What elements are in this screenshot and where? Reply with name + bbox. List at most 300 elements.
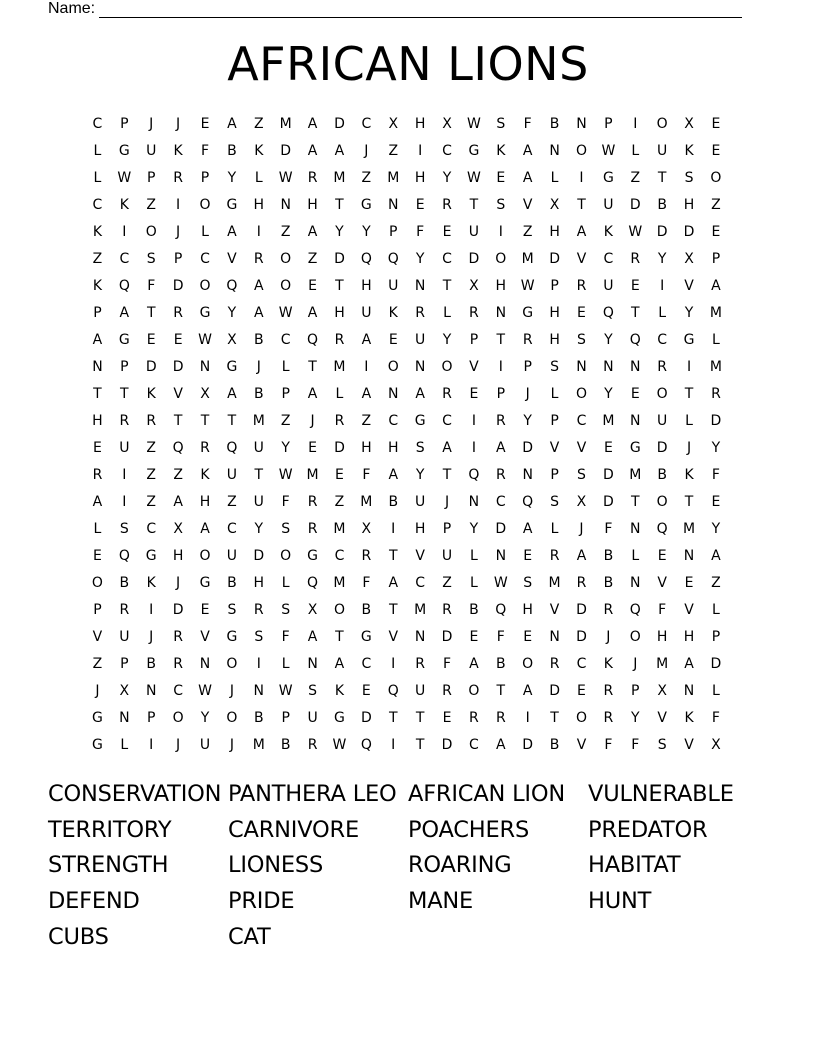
grid-letter: E <box>711 224 721 240</box>
grid-letter: F <box>281 494 290 510</box>
grid-letter: O <box>91 575 103 591</box>
grid-letter: V <box>227 251 237 267</box>
grid-letter: X <box>711 737 721 753</box>
grid-letter: W <box>520 278 535 294</box>
grid-letter: R <box>576 575 587 591</box>
grid-letter: R <box>173 656 183 672</box>
word-list-item: DEFEND <box>48 888 140 915</box>
grid-letter: S <box>577 467 586 483</box>
grid-letter: A <box>711 278 721 294</box>
grid-letter: H <box>361 278 372 294</box>
grid-letter: F <box>523 116 532 132</box>
grid-letter: D <box>576 602 587 618</box>
grid-letter: C <box>576 656 587 672</box>
word-list-item: STRENGTH <box>48 852 169 879</box>
grid-letter: I <box>525 710 530 726</box>
grid-letter: P <box>147 170 156 186</box>
grid-letter: H <box>683 197 695 213</box>
grid-letter: C <box>361 656 372 672</box>
grid-letter: P <box>389 224 398 240</box>
grid-letter: P <box>173 251 183 267</box>
grid-letter: T <box>200 413 210 429</box>
grid-letter: M <box>333 521 346 537</box>
grid-letter: Y <box>684 305 694 321</box>
word-list-item: PANTHERA LEO <box>228 781 397 807</box>
grid-letter: S <box>227 602 237 618</box>
grid-letter: B <box>549 116 560 132</box>
grid-letter: G <box>92 737 103 753</box>
grid-letter: K <box>603 224 613 240</box>
grid-letter: U <box>307 710 318 726</box>
grid-letter: Y <box>254 521 264 537</box>
grid-letter: H <box>522 602 533 618</box>
grid-letter: S <box>415 440 425 456</box>
grid-letter: N <box>549 143 560 159</box>
grid-letter: B <box>361 602 372 618</box>
grid-letter: N <box>630 575 641 591</box>
grid-letter: E <box>496 170 506 186</box>
grid-letter: O <box>226 710 238 726</box>
grid-letter: E <box>308 440 317 456</box>
grid-letter: C <box>657 332 668 348</box>
grid-letter: L <box>550 170 559 186</box>
grid-letter: H <box>253 575 265 591</box>
name-field <box>48 0 742 18</box>
grid-letter: X <box>684 116 694 132</box>
grid-letter: P <box>120 359 129 375</box>
grid-letter: Q <box>226 278 238 294</box>
grid-letter: D <box>656 224 668 240</box>
grid-letter: C <box>442 413 452 429</box>
grid-letter: I <box>579 170 584 186</box>
grid-letter: Q <box>656 521 668 537</box>
grid-letter: C <box>280 332 291 348</box>
word-list-item: PRIDE <box>228 888 295 915</box>
grid-letter: T <box>388 548 398 564</box>
grid-letter: G <box>118 332 130 348</box>
grid-letter: D <box>172 359 184 375</box>
grid-letter: A <box>254 305 264 321</box>
grid-letter: U <box>119 440 130 456</box>
grid-letter: R <box>173 305 183 321</box>
grid-letter: R <box>522 332 533 348</box>
grid-letter: S <box>550 494 560 510</box>
grid-letter: K <box>334 683 345 699</box>
grid-letter: R <box>307 521 318 537</box>
grid-letter: P <box>442 521 452 537</box>
grid-letter: E <box>657 548 667 564</box>
grid-letter: U <box>441 548 453 564</box>
grid-letter: E <box>442 710 452 726</box>
grid-letter: L <box>470 575 478 591</box>
grid-letter: M <box>387 170 400 186</box>
grid-letter: H <box>683 629 695 645</box>
grid-letter: C <box>442 251 452 267</box>
grid-letter: S <box>496 197 506 213</box>
grid-letter: T <box>335 197 344 213</box>
word-list-item: CAT <box>228 923 271 950</box>
grid-letter: J <box>525 386 530 402</box>
grid-letter: M <box>656 656 669 672</box>
grid-letter: G <box>629 440 641 456</box>
grid-letter: V <box>92 629 103 645</box>
grid-letter: Z <box>307 251 318 267</box>
grid-letter: J <box>176 737 181 753</box>
grid-letter: X <box>388 116 399 132</box>
grid-letter: H <box>495 278 507 294</box>
grid-letter: H <box>549 332 560 348</box>
grid-letter: L <box>712 332 720 348</box>
grid-letter: A <box>388 467 399 483</box>
grid-letter: T <box>308 359 317 375</box>
grid-letter: R <box>173 629 183 645</box>
grid-letter: T <box>335 629 344 645</box>
grid-letter: U <box>226 548 238 564</box>
grid-letter: X <box>657 683 667 699</box>
grid-letter: A <box>711 548 721 564</box>
grid-letter: T <box>442 467 452 483</box>
grid-letter: D <box>522 737 534 753</box>
grid-letter: N <box>307 656 318 672</box>
grid-letter: R <box>307 494 318 510</box>
grid-letter: I <box>498 359 503 375</box>
grid-letter: L <box>443 305 451 321</box>
grid-letter: A <box>227 386 237 402</box>
grid-letter: S <box>684 170 694 186</box>
grid-letter: G <box>92 710 103 726</box>
grid-letter: Q <box>360 737 372 753</box>
grid-letter: I <box>686 359 692 375</box>
grid-letter: Y <box>604 386 613 402</box>
grid-letter: R <box>200 440 210 456</box>
grid-letter: R <box>549 548 560 564</box>
grid-letter: P <box>550 467 559 483</box>
grid-letter: T <box>227 413 237 429</box>
word-list-item: TERRITORY <box>48 816 172 843</box>
grid-letter: M <box>333 170 346 186</box>
grid-letter: C <box>92 116 103 132</box>
grid-letter: Z <box>388 143 399 159</box>
grid-letter: O <box>280 278 292 294</box>
grid-letter: Q <box>387 683 399 699</box>
grid-letter: P <box>604 116 613 132</box>
grid-letter: D <box>334 116 345 132</box>
grid-letter: U <box>253 494 264 510</box>
grid-letter: K <box>92 224 103 240</box>
grid-letter: J <box>256 359 261 375</box>
grid-letter: W <box>117 170 132 186</box>
grid-letter: L <box>254 170 263 186</box>
grid-letter: K <box>119 197 129 213</box>
word-list-item: MANE <box>408 888 474 915</box>
grid-letter: H <box>414 116 426 132</box>
grid-letter: P <box>523 359 532 375</box>
grid-letter: A <box>522 683 533 699</box>
grid-letter: G <box>199 575 211 591</box>
grid-letter: P <box>711 629 721 645</box>
grid-letter: E <box>469 386 479 402</box>
word-list-item: ROARING <box>408 852 512 879</box>
grid-letter: N <box>119 710 130 726</box>
grid-letter: B <box>603 575 614 591</box>
grid-letter: A <box>684 656 694 672</box>
grid-letter: I <box>176 197 181 213</box>
grid-letter: M <box>252 413 265 429</box>
grid-letter: A <box>415 386 425 402</box>
grid-letter: K <box>146 575 156 591</box>
grid-letter: T <box>146 305 156 321</box>
grid-letter: O <box>199 278 211 294</box>
grid-letter: R <box>603 602 614 618</box>
grid-letter: Y <box>227 305 237 321</box>
grid-letter: N <box>388 197 399 213</box>
grid-letter: Y <box>469 521 479 537</box>
grid-letter: R <box>146 413 157 429</box>
grid-letter: M <box>333 359 346 375</box>
grid-letter: A <box>92 332 103 348</box>
grid-letter: H <box>549 305 560 321</box>
grid-letter: N <box>199 359 211 375</box>
grid-letter: L <box>550 521 559 537</box>
grid-letter: N <box>630 359 641 375</box>
grid-letter: F <box>711 710 720 726</box>
grid-letter: O <box>199 548 211 564</box>
grid-letter: A <box>522 170 533 186</box>
grid-letter: E <box>308 278 317 294</box>
grid-letter: Y <box>657 251 667 267</box>
grid-letter: Y <box>711 440 721 456</box>
word-list-item: PREDATOR <box>588 816 708 843</box>
grid-letter: O <box>495 251 507 267</box>
grid-letter: O <box>575 143 587 159</box>
grid-letter: E <box>577 305 586 321</box>
grid-letter: L <box>335 386 344 402</box>
grid-letter: L <box>93 143 102 159</box>
grid-letter: H <box>334 305 345 321</box>
grid-letter: I <box>391 656 396 672</box>
grid-letter: R <box>119 413 130 429</box>
grid-letter: G <box>522 305 534 321</box>
grid-letter: E <box>415 197 425 213</box>
grid-letter: I <box>498 224 503 240</box>
grid-letter: N <box>630 413 641 429</box>
grid-letter: G <box>334 710 345 726</box>
grid-letter: D <box>334 440 345 456</box>
grid-letter: O <box>280 548 292 564</box>
grid-letter: L <box>93 170 102 186</box>
grid-letter: S <box>146 251 156 267</box>
grid-letter: M <box>414 602 427 618</box>
grid-letter: P <box>200 170 210 186</box>
grid-letter: C <box>227 521 237 537</box>
grid-letter: A <box>576 548 587 564</box>
grid-letter: N <box>522 467 533 483</box>
grid-letter: E <box>523 548 533 564</box>
word-list-item: LIONESS <box>228 852 324 879</box>
grid-letter: G <box>602 170 614 186</box>
grid-letter: J <box>606 629 611 645</box>
grid-letter: L <box>712 602 720 618</box>
grid-letter: G <box>468 143 480 159</box>
grid-letter: P <box>711 251 721 267</box>
grid-letter: W <box>198 683 212 699</box>
grid-letter: B <box>603 548 614 564</box>
grid-letter: T <box>442 278 452 294</box>
grid-letter: U <box>361 305 372 321</box>
grid-letter: Y <box>200 710 210 726</box>
grid-letter: T <box>335 278 344 294</box>
grid-letter: Q <box>522 494 534 510</box>
grid-letter: P <box>93 602 102 618</box>
grid-letter: V <box>576 440 587 456</box>
grid-letter: A <box>227 224 237 240</box>
grid-letter: U <box>468 224 480 240</box>
grid-letter: O <box>441 359 453 375</box>
grid-letter: N <box>145 683 157 699</box>
grid-letter: E <box>173 332 183 348</box>
grid-letter: C <box>146 521 157 537</box>
grid-letter: K <box>684 467 694 483</box>
grid-letter: A <box>469 656 479 672</box>
grid-letter: B <box>253 386 264 402</box>
grid-letter: V <box>388 629 399 645</box>
grid-letter: T <box>684 386 694 402</box>
word-list-item: CUBS <box>48 923 109 950</box>
grid-letter: H <box>199 494 211 510</box>
grid-letter: K <box>496 143 506 159</box>
grid-letter: D <box>468 251 480 267</box>
grid-letter: Y <box>362 224 371 240</box>
grid-letter: S <box>523 575 533 591</box>
grid-letter: K <box>603 656 613 672</box>
grid-letter: E <box>603 440 613 456</box>
grid-letter: F <box>200 143 210 159</box>
grid-letter: N <box>495 305 507 321</box>
grid-letter: L <box>658 305 667 321</box>
grid-letter: N <box>630 521 641 537</box>
grid-letter: O <box>199 197 211 213</box>
grid-letter: A <box>388 575 399 591</box>
grid-letter: U <box>146 143 157 159</box>
grid-letter: R <box>442 602 452 618</box>
grid-letter: B <box>469 602 479 618</box>
grid-letter: Q <box>629 602 641 618</box>
grid-letter: N <box>92 359 103 375</box>
grid-letter: C <box>603 251 614 267</box>
grid-letter: K <box>684 710 694 726</box>
grid-letter: N <box>576 116 587 132</box>
grid-letter: P <box>147 710 156 726</box>
grid-letter: T <box>415 737 425 753</box>
grid-letter: L <box>631 143 640 159</box>
grid-letter: K <box>254 143 264 159</box>
grid-letter: E <box>523 629 533 645</box>
grid-letter: K <box>92 278 103 294</box>
name-line <box>99 2 742 18</box>
grid-letter: J <box>686 440 692 456</box>
grid-letter: E <box>711 494 721 510</box>
grid-letter: D <box>360 710 372 726</box>
grid-letter: C <box>495 494 506 510</box>
grid-letter: V <box>684 278 694 294</box>
grid-letter: A <box>254 278 264 294</box>
grid-letter: D <box>629 197 641 213</box>
grid-letter: H <box>414 170 426 186</box>
grid-letter: D <box>710 656 722 672</box>
grid-letter: C <box>442 143 452 159</box>
grid-letter: R <box>603 710 614 726</box>
grid-letter: O <box>522 656 534 672</box>
grid-letter: D <box>710 413 722 429</box>
grid-letter: X <box>173 521 183 537</box>
grid-letter: D <box>549 683 560 699</box>
grid-letter: T <box>684 494 694 510</box>
grid-letter: T <box>496 683 506 699</box>
grid-letter: N <box>549 629 560 645</box>
grid-letter: R <box>495 413 506 429</box>
grid-letter: C <box>173 683 183 699</box>
grid-letter: L <box>712 683 720 699</box>
grid-letter: Y <box>711 521 721 537</box>
grid-letter: R <box>173 170 183 186</box>
grid-letter: Z <box>711 575 721 591</box>
grid-letter: A <box>496 737 506 753</box>
grid-letter: X <box>119 683 130 699</box>
grid-letter: E <box>630 278 640 294</box>
grid-letter: V <box>684 737 694 753</box>
grid-letter: E <box>388 332 398 348</box>
grid-letter: X <box>307 602 318 618</box>
grid-letter: J <box>310 413 315 429</box>
grid-letter: P <box>120 116 129 132</box>
grid-letter: S <box>308 683 318 699</box>
grid-letter: I <box>418 143 423 159</box>
grid-letter: Q <box>468 467 480 483</box>
grid-letter: P <box>469 332 479 348</box>
grid-letter: E <box>200 602 210 618</box>
grid-letter: M <box>306 467 319 483</box>
grid-letter: A <box>92 494 103 510</box>
grid-letter: N <box>280 197 291 213</box>
grid-letter: O <box>656 116 668 132</box>
name-label: Name: <box>48 0 96 17</box>
grid-letter: R <box>495 467 506 483</box>
grid-letter: U <box>119 629 130 645</box>
grid-letter: D <box>549 251 560 267</box>
grid-letter: O <box>575 710 587 726</box>
grid-letter: E <box>146 332 156 348</box>
grid-letter: Q <box>226 440 238 456</box>
grid-letter: U <box>388 278 399 294</box>
grid-letter: M <box>360 494 373 510</box>
grid-letter: V <box>684 602 694 618</box>
grid-letter: L <box>281 656 290 672</box>
grid-letter: U <box>415 494 426 510</box>
grid-letter: U <box>657 143 668 159</box>
grid-letter: D <box>602 467 614 483</box>
grid-letter: E <box>93 548 102 564</box>
grid-letter: C <box>92 197 103 213</box>
grid-letter: V <box>415 548 425 564</box>
grid-letter: B <box>549 737 560 753</box>
grid-letter: O <box>468 683 480 699</box>
grid-letter: U <box>603 278 614 294</box>
grid-letter: Y <box>415 467 425 483</box>
grid-letter: R <box>603 683 614 699</box>
grid-letter: A <box>119 305 130 321</box>
grid-letter: X <box>361 521 372 537</box>
grid-letter: R <box>469 710 479 726</box>
